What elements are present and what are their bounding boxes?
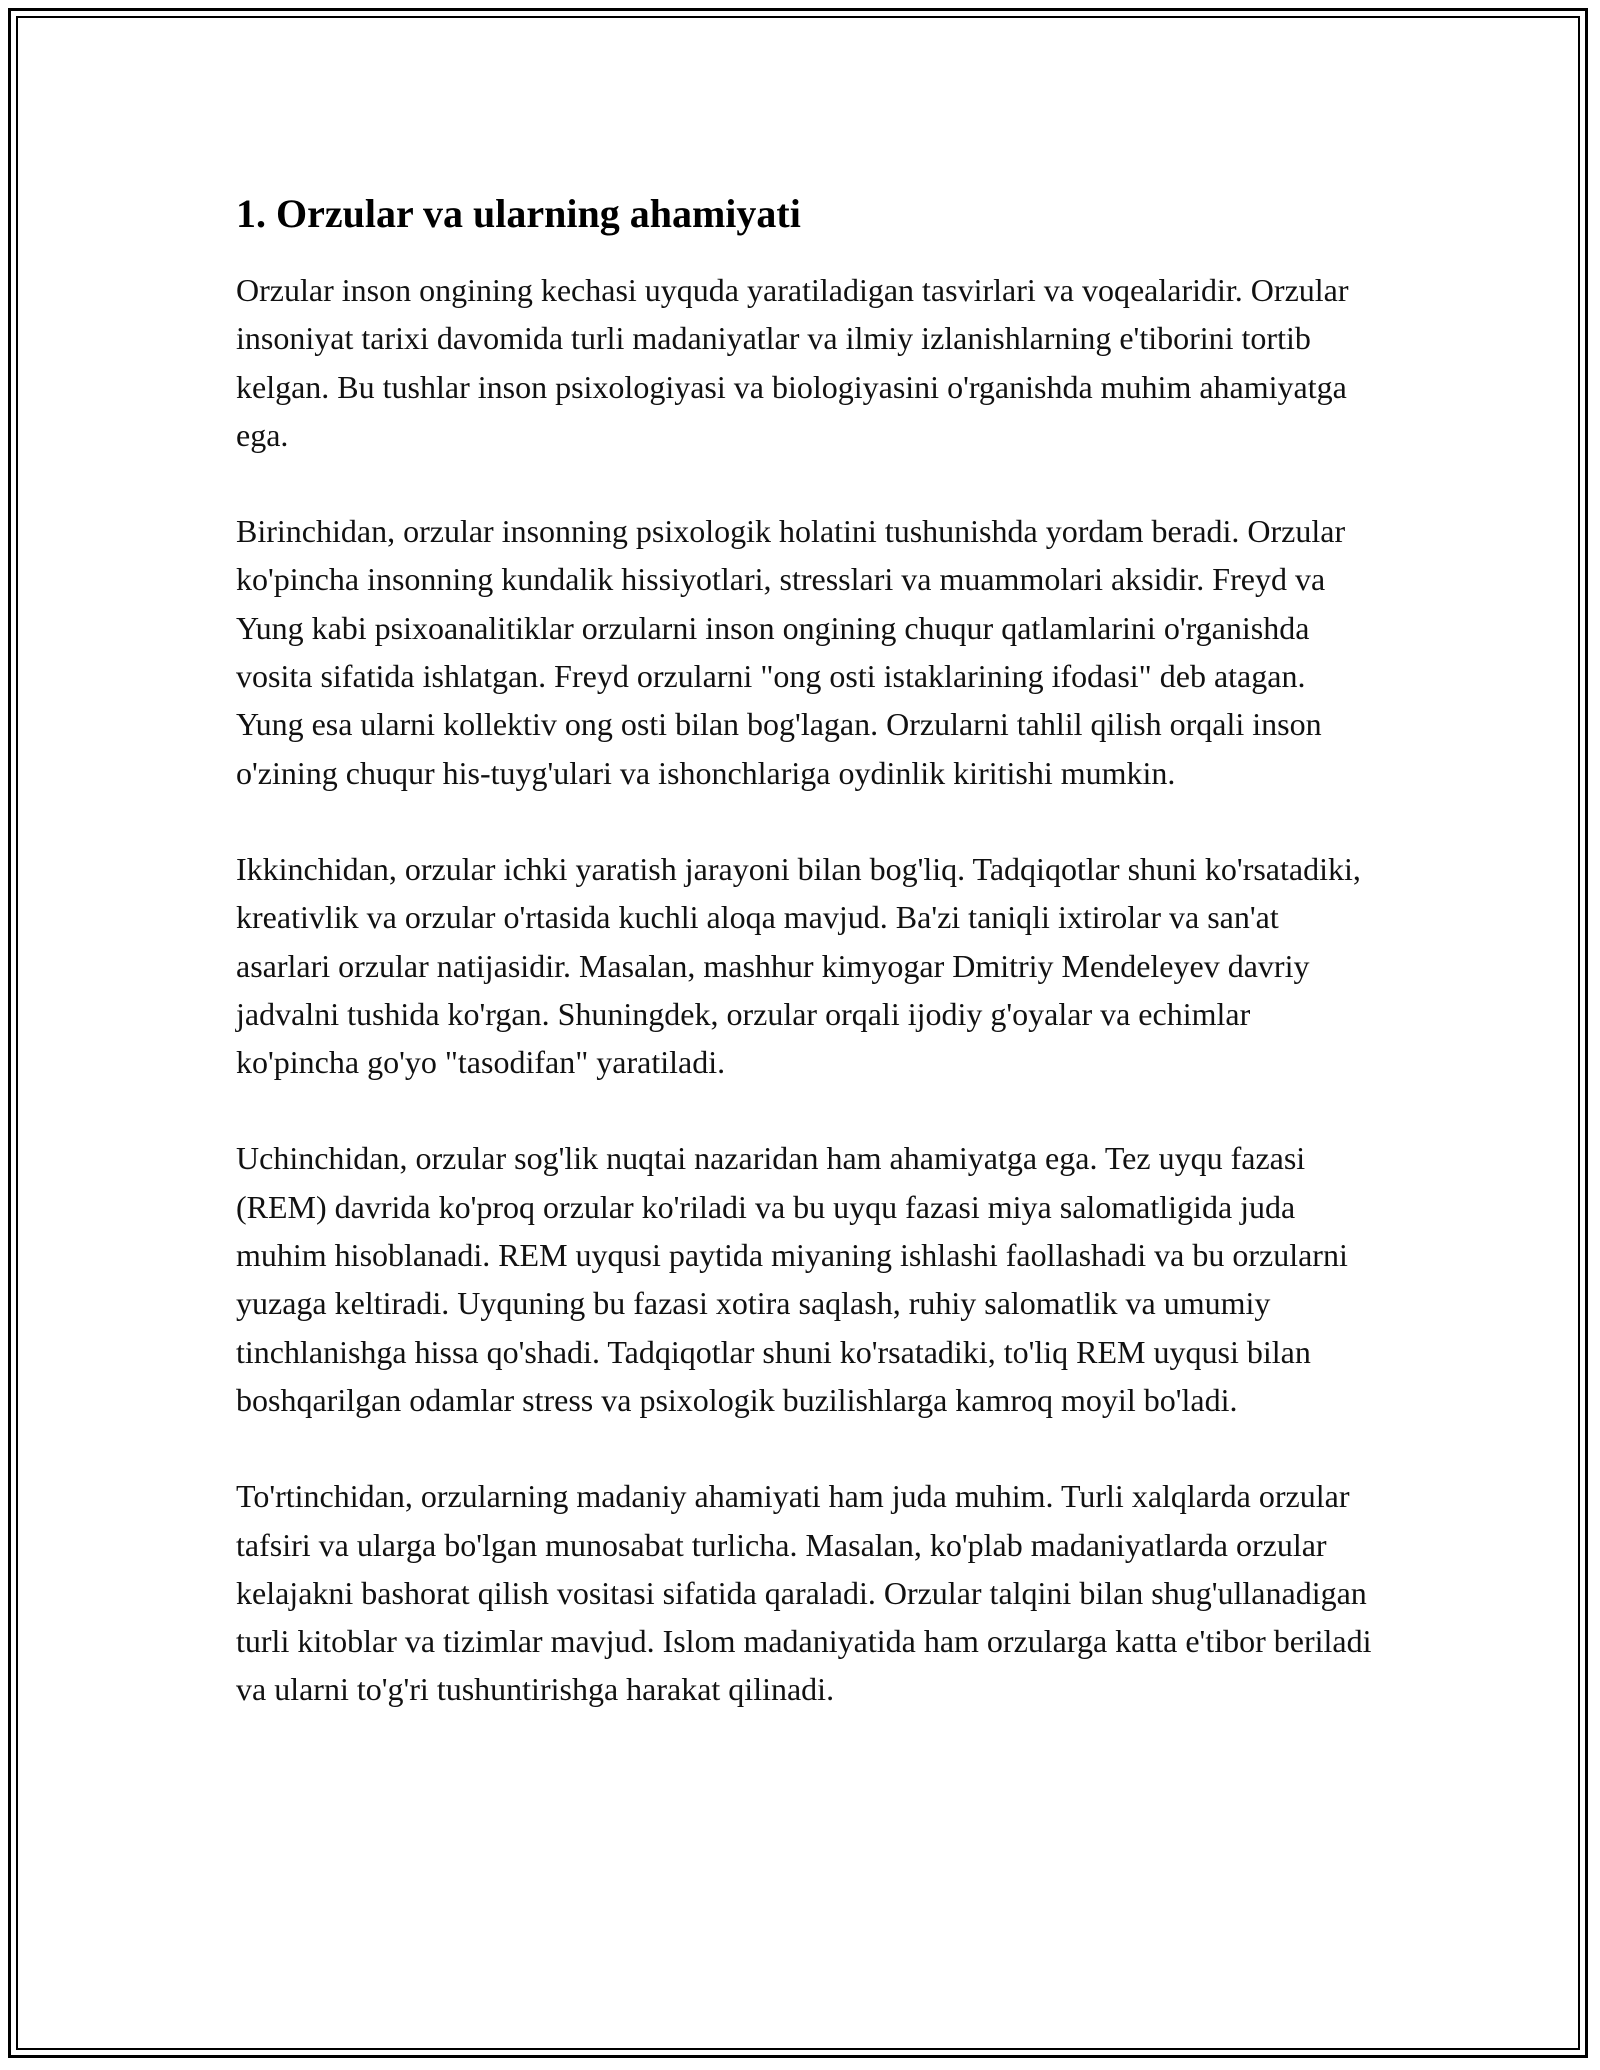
section-heading: 1. Orzular va ularning ahamiyati <box>236 191 801 236</box>
paragraph-intro: Orzular inson ongining kechasi uyquda yaratiladigan tasvirlari va voqealaridir. Orzular insoniyat tarixi davomida turli madaniyatlar va ilmiy izlanishlarning e'tiborini tortib kelgan. Bu tushlar inson psixologiyasi va biologiyasini o'rganishda muhim ahamiyatga ega. <box>236 272 1349 453</box>
paragraph-second: Ikkinchidan, orzular ichki yaratish jarayoni bilan bog'liq. Tadqiqotlar shuni ko'rsatadiki, kreativlik va orzular o'rtasida kuchli aloqa mavjud. Ba'zi taniqli ixtirolar va san'at asarlari orzular natijasidir. Masalan, mashhur kimyogar Dmitriy Mendeleyev davriy jadvalni tushida ko'rgan. Shuningdek, orzular orqali ijodiy g'oyalar va echimlar ko'pincha go'yo "tasodifan" yaratiladi. <box>236 850 1361 1081</box>
paragraph-first: Birinchidan, orzular insonning psixologik holatini tushunishda yordam beradi. Orzular ko'pincha insonning kundalik hissiyotlari, stresslari va muammolari aksidir. Freyd va Yung kabi psixoanalitiklar orzularni inson ongining chuqur qatlamlarini o'rganishda vosita sifatida ishlatgan. Freyd orzularni "ong osti istaklarining ifodasi" deb atagan. Yung esa ularni kollektiv ong osti bilan bog'lagan. Orzularni tahlil qilish orqali inson o'zining chuqur his-tuyg'ulari va ishonchlariga oydinlik kiritishi mumkin. <box>236 513 1346 791</box>
paragraph-fourth: To'rtinchidan, orzularning madaniy ahamiyati ham juda muhim. Turli xalqlarda orzular tafsiri va ularga bo'lgan munosabat turlicha. Masalan, ko'plab madaniyatlarda orzular kelajakni bashorat qilish vositasi sifatida qaraladi. Orzular talqini bilan shug'ullanadigan turli kitoblar va tizimlar mavjud. Islom madaniyatida ham orzularga katta e'tibor beriladi va ularni to'g'ri tushuntirishga harakat qilinadi. <box>236 1478 1372 1708</box>
document-body <box>236 188 1376 1762</box>
paragraph-third: Uchinchidan, orzular sog'lik nuqtai nazaridan ham ahamiyatga ega. Tez uyqu fazasi (REM) davrida ko'proq orzular ko'riladi va bu uyqu fazasi miya salomatligida juda muhim hisoblanadi. REM uyqusi paytida miyaning ishlashi faollashadi va bu orzularni yuzaga keltiradi. Uyquning bu fazasi xotira saqlash, ruhiy salomatlik va umumiy tinchlanishga hissa qo'shadi. Tadqiqotlar shuni ko'rsatadiki, to'liq REM uyqusi bilan boshqarilgan odamlar stress va psixologik buzilishlarga kamroq moyil bo'ladi. <box>236 1140 1348 1418</box>
